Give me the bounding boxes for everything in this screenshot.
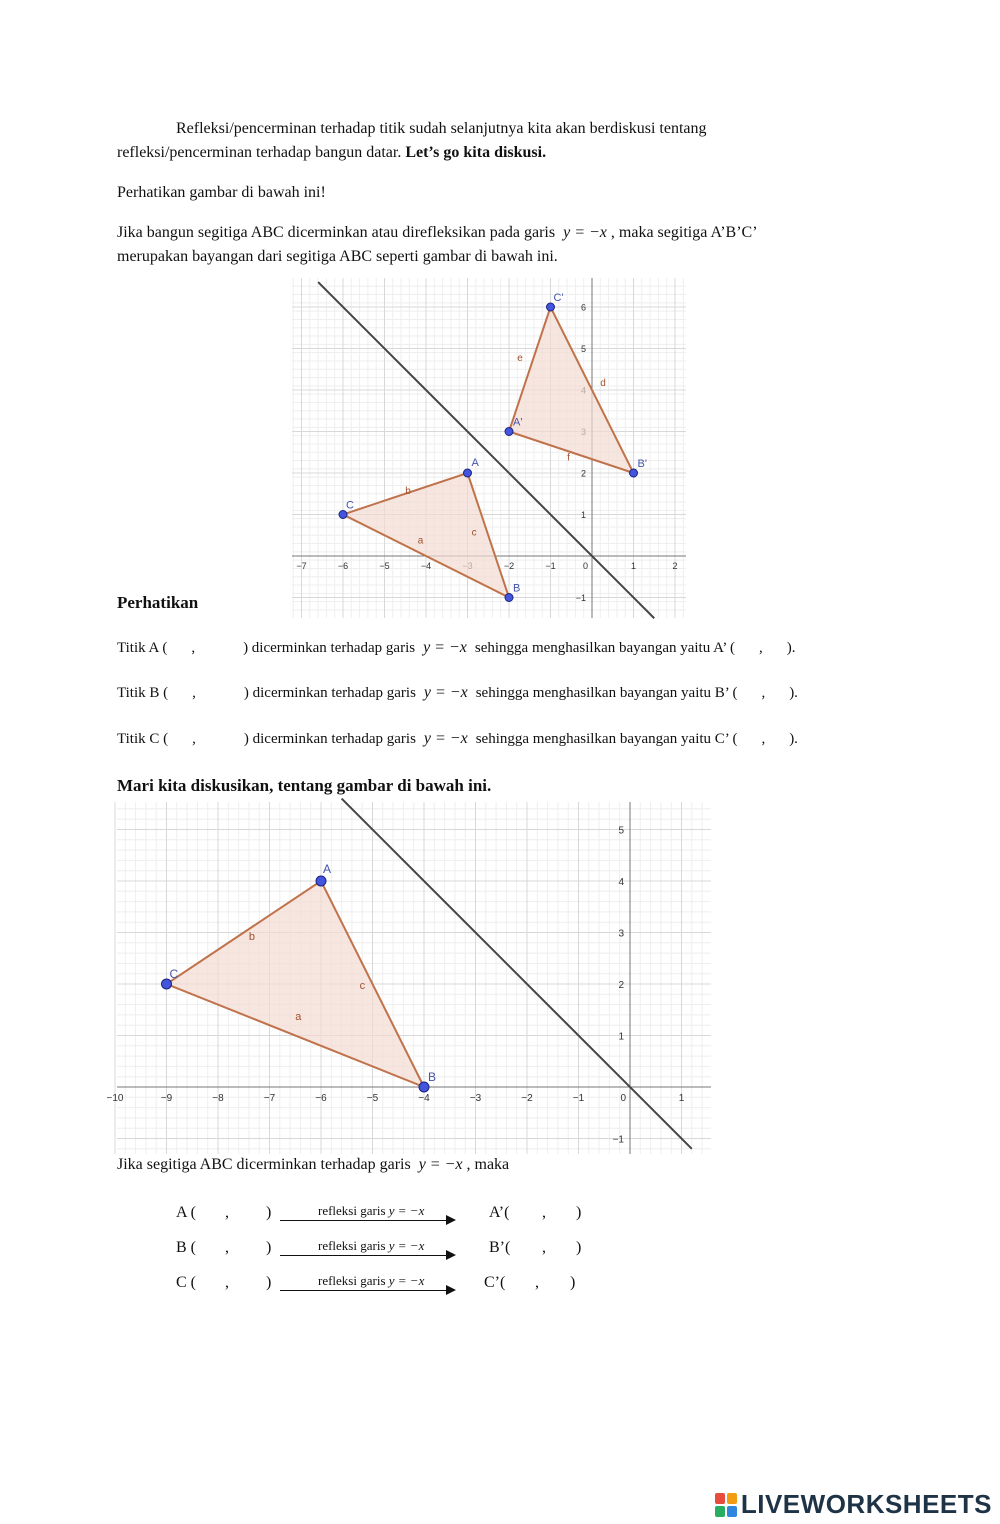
- discuss-heading: Mari kita diskusikan, tentang gambar di bawah ini.: [117, 776, 492, 795]
- question-equation: y = −x: [418, 1156, 463, 1173]
- x-tick-label: −5: [366, 1093, 379, 1104]
- arrow-label: [318, 1273, 424, 1289]
- comma[interactable]: ,: [542, 1204, 546, 1221]
- point-C-prime: [547, 303, 555, 311]
- close-paren: ): [266, 1239, 272, 1256]
- titik-row-right: sehingga menghasilkan bayangan yaitu A’ (: [474, 640, 735, 656]
- arrow-label-equation: y = −x: [388, 1203, 425, 1218]
- titik-row-left: Titik B (: [117, 685, 169, 701]
- point-label-C-prime: C': [553, 292, 564, 304]
- point-A: [464, 469, 472, 477]
- intro-line-2: [117, 141, 546, 165]
- mapping-to: B’(: [489, 1239, 511, 1256]
- x-tick-label: 0: [620, 1093, 626, 1104]
- question-line: [117, 1153, 509, 1177]
- equation: y = −x: [563, 224, 607, 241]
- comma[interactable]: ,: [542, 1239, 546, 1256]
- arrow-line: [280, 1290, 448, 1291]
- point-label-A: A: [323, 862, 332, 876]
- arrow-line: [280, 1220, 448, 1221]
- comma[interactable]: ,: [758, 640, 763, 656]
- intro-line-2-bold: Let’s go kita diskusi.: [405, 144, 547, 161]
- point-label-B: B: [428, 1070, 437, 1084]
- titik-row: [117, 636, 795, 660]
- point-C: [339, 511, 347, 519]
- close-paren: ): [576, 1204, 582, 1221]
- titik-row-equation: y = −x: [423, 639, 467, 656]
- titik-row: [117, 727, 798, 751]
- point-A: [316, 876, 326, 886]
- x-tick-label: −4: [420, 561, 432, 571]
- comma[interactable]: ,: [192, 685, 196, 701]
- arrow-label-equation: y = −x: [388, 1238, 425, 1253]
- side-label-a: a: [295, 1011, 302, 1024]
- comma[interactable]: ,: [192, 731, 196, 747]
- arrow-label: [318, 1203, 424, 1219]
- arrow-head-icon: [446, 1250, 456, 1260]
- arrow-line: [280, 1255, 448, 1256]
- x-tick-label: −2: [521, 1093, 533, 1104]
- titik-row-left: Titik C (: [117, 731, 169, 747]
- graph-1: [292, 278, 686, 618]
- titik-row-left: Titik A (: [117, 640, 168, 656]
- close-paren: ): [266, 1274, 272, 1291]
- x-tick-label: 0: [582, 561, 588, 571]
- instruction: Perhatikan gambar di bawah ini!: [117, 184, 326, 201]
- titik-row: [117, 681, 798, 705]
- description-text-a: Jika bangun segitiga ABC dicerminkan atau direfleksikan pada garis: [117, 224, 556, 241]
- point-label-C: C: [169, 967, 179, 981]
- liveworksheets-logo: [715, 1489, 992, 1520]
- description-line-2: merupakan bayangan dari segitiga ABC seperti gambar di bawah ini.: [117, 248, 558, 265]
- mapping-from: B (: [176, 1239, 196, 1256]
- titik-row-equation: y = −x: [423, 730, 468, 747]
- side-label-e: e: [517, 352, 523, 364]
- point-label-B: B: [513, 582, 521, 595]
- close-paren: ): [266, 1204, 272, 1221]
- mapping-to: A’(: [489, 1204, 510, 1221]
- y-tick-label: −1: [575, 593, 586, 603]
- arrow-label: [318, 1238, 424, 1254]
- arrow-head-icon: [446, 1285, 456, 1295]
- x-tick-label: −1: [545, 561, 556, 571]
- x-tick-label: −6: [337, 561, 349, 571]
- titik-row-end: ).: [789, 731, 798, 747]
- x-tick-label: 1: [678, 1093, 685, 1104]
- point-A-prime: [505, 428, 513, 436]
- x-tick-label: −9: [160, 1093, 173, 1104]
- point-B: [505, 594, 513, 602]
- y-tick-label: 2: [580, 468, 586, 479]
- y-tick-label: 1: [618, 1031, 624, 1043]
- x-tick-label: −6: [315, 1093, 327, 1104]
- titik-row-mid: ) dicerminkan terhadap garis: [243, 640, 416, 656]
- point-label-C: C: [346, 499, 354, 512]
- mapping-from: C (: [176, 1274, 196, 1291]
- comma[interactable]: ,: [225, 1239, 229, 1256]
- titik-row-right: sehingga menghasilkan bayangan yaitu C’ (: [475, 731, 738, 747]
- point-B-prime: [630, 469, 638, 477]
- point-label-A-prime: A': [513, 416, 523, 429]
- description-text-b: , maka segitiga A’B’C’: [610, 224, 758, 241]
- y-tick-label: 3: [618, 928, 624, 940]
- x-tick-label: 2: [672, 561, 678, 571]
- side-label-a: a: [417, 535, 424, 547]
- mapping-to: C’(: [484, 1274, 506, 1291]
- logo-text: LIVEWORKSHEETS: [740, 1489, 992, 1519]
- titik-row-right: sehingga menghasilkan bayangan yaitu B’ (: [475, 685, 738, 701]
- close-paren: ): [576, 1239, 582, 1256]
- x-tick-label: −3: [469, 1093, 482, 1104]
- x-tick-label: −7: [296, 561, 307, 571]
- y-tick-label: 6: [580, 302, 586, 313]
- side-label-f: f: [567, 452, 570, 464]
- description-line-1: [117, 221, 758, 245]
- graph-2: [106, 802, 711, 1154]
- comma[interactable]: ,: [761, 731, 766, 747]
- arrow-label-text: refleksi garis: [318, 1203, 389, 1218]
- point-label-B-prime: B': [637, 458, 647, 470]
- logo-mark-icon: [715, 1493, 737, 1517]
- side-label-d: d: [600, 377, 606, 389]
- side-label-b: b: [248, 931, 256, 944]
- close-paren: ): [570, 1274, 576, 1291]
- titik-row-mid: ) dicerminkan terhadap garis: [243, 731, 416, 747]
- titik-row-mid: ) dicerminkan terhadap garis: [243, 685, 416, 701]
- y-tick-label: −1: [612, 1134, 624, 1146]
- titik-row-equation: y = −x: [423, 684, 468, 701]
- comma[interactable]: ,: [225, 1274, 229, 1291]
- intro-line-1: Refleksi/pencerminan terhadap titik sudah selanjutnya kita akan berdiskusi tentang: [176, 120, 707, 137]
- comma[interactable]: ,: [225, 1204, 229, 1221]
- x-tick-label: −7: [263, 1093, 276, 1104]
- question-text-a: Jika segitiga ABC dicerminkan terhadap garis: [117, 1156, 411, 1173]
- intro-line-2-text: refleksi/pencerminan terhadap bangun datar.: [117, 144, 402, 161]
- point-label-A: A: [471, 457, 479, 469]
- x-tick-label: −1: [572, 1093, 585, 1104]
- x-tick-label: −2: [503, 561, 515, 571]
- y-tick-label: 4: [618, 877, 624, 888]
- x-tick-label: −4: [418, 1093, 430, 1104]
- y-tick-label: 5: [618, 825, 624, 837]
- y-tick-label: 2: [618, 980, 624, 991]
- mapping-from: A (: [176, 1204, 196, 1221]
- x-tick-label: −8: [212, 1093, 224, 1104]
- arrow-label-text: refleksi garis: [318, 1273, 389, 1288]
- arrow-label-text: refleksi garis: [318, 1238, 389, 1253]
- side-label-c: c: [471, 527, 477, 539]
- titik-row-end: ).: [789, 685, 798, 701]
- x-tick-label: −5: [379, 561, 390, 571]
- question-text-b: , maka: [466, 1156, 510, 1173]
- y-tick-label: 1: [580, 510, 586, 520]
- comma[interactable]: ,: [535, 1274, 539, 1291]
- y-tick-label: 5: [580, 344, 586, 354]
- arrow-head-icon: [446, 1215, 456, 1225]
- perhatikan-heading: Perhatikan: [117, 593, 199, 612]
- comma[interactable]: ,: [191, 640, 196, 656]
- comma[interactable]: ,: [761, 685, 766, 701]
- side-label-b: b: [405, 485, 411, 497]
- x-tick-label: −10: [106, 1093, 124, 1104]
- titik-row-end: ).: [786, 640, 796, 656]
- arrow-label-equation: y = −x: [388, 1273, 425, 1288]
- side-label-c: c: [359, 980, 366, 993]
- x-tick-label: 1: [630, 561, 637, 571]
